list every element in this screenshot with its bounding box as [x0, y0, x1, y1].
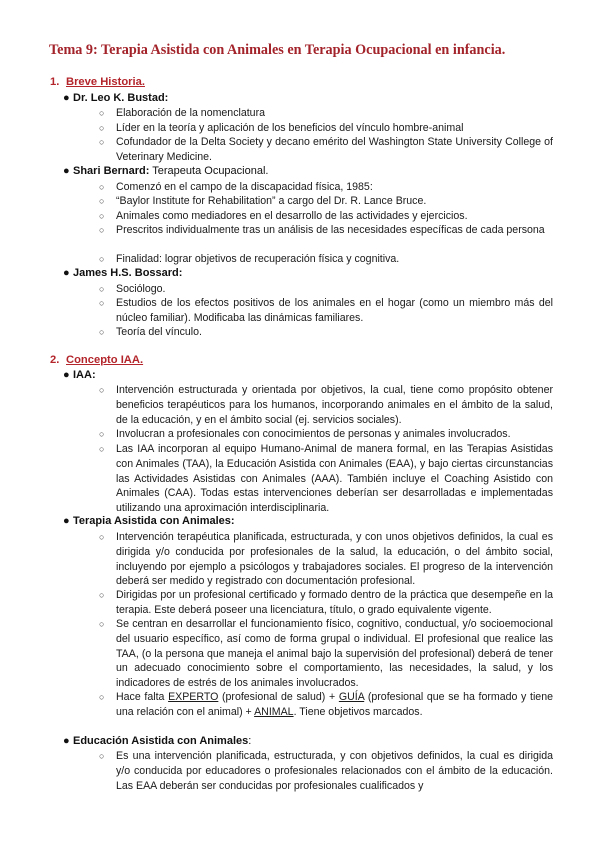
circle-bullet-icon: ○ — [99, 532, 105, 542]
list-item: ○ Involucran a profesionales con conocimientos de personas y animales involucrados. — [99, 428, 511, 440]
bullet-icon: ● — [63, 515, 70, 527]
bullet-icon: ● — [63, 369, 70, 381]
topic-eaa — [63, 735, 252, 747]
list-item: ○ Animales como mediadores en el desarrollo de las actividades y ejercicios. — [99, 210, 468, 222]
circle-bullet-icon: ○ — [99, 196, 105, 206]
section-title: Breve Historia. — [66, 76, 145, 88]
circle-bullet-icon: ○ — [99, 298, 105, 308]
bullet-icon: ● — [63, 165, 70, 177]
list-item: ○ Teoría del vínculo. — [99, 326, 202, 338]
guide-term: GUÍA — [338, 691, 365, 703]
list-item: ○ Prescritos individualmente tras un análisis de las necesidades específicas de cada persona — [99, 224, 545, 236]
circle-bullet-icon: ○ — [99, 123, 105, 133]
circle-bullet-icon: ○ — [99, 254, 105, 264]
circle-bullet-icon: ○ — [99, 327, 105, 337]
circle-bullet-icon: ○ — [99, 619, 105, 629]
topic-name-suffix: : — [248, 735, 252, 747]
circle-bullet-icon: ○ — [99, 751, 105, 761]
person-name: Dr. Leo K. Bustad: — [73, 92, 169, 104]
person-bernard — [63, 165, 269, 177]
person-bustad — [63, 92, 169, 104]
circle-bullet-icon: ○ — [99, 182, 105, 192]
list-item: ○ Hace falta EXPERTO (profesional de salud) + GUÍA (profesional que se ha formado y tiene una relación con el animal) + ANIMAL. Tiene objetivos marcados. — [99, 691, 553, 718]
list-item: ○ “Baylor Institute for Rehabilitation” a cargo del Dr. R. Lance Bruce. — [99, 195, 427, 207]
section-heading-historia — [50, 76, 145, 88]
expert-term: EXPERTO — [168, 691, 219, 703]
bullet-icon: ● — [63, 735, 70, 747]
person-name: Shari Bernard: — [73, 165, 150, 177]
list-item: ○ Elaboración de la nomenclatura — [99, 107, 265, 119]
section-number: 2. — [50, 354, 60, 366]
bullet-icon: ● — [63, 267, 70, 279]
person-name: James H.S. Bossard: — [73, 267, 183, 279]
topic-name: Educación Asistida con Animales — [73, 735, 249, 747]
section-heading-concepto — [50, 354, 143, 366]
animal-term: ANIMAL — [254, 705, 294, 718]
circle-bullet-icon: ○ — [99, 692, 105, 702]
list-item: ○ Se centran en desarrollar el funcionamiento físico, cognitivo, conductual, y/o socioemocional del usuario específico, así como de forma grupal o individual. El profesional que realice las TAA, (o la persona que maneja el animal bajo la supervisión del profesional) deberá de tener un adecuado conocimiento sobre el comportamiento, las necesidades, la salud, y los indicadores de estrés de los animales involucrados. — [99, 618, 553, 690]
person-bossard — [63, 267, 183, 279]
list-item: ○ Dirigidas por un profesional certificado y formado dentro de la práctica que desempeñe en la terapia. Este deberá poseer una licenciatura, título, o grado equivalente vigente. — [99, 589, 553, 616]
list-item: ○ Finalidad: lograr objetivos de recuperación física y cognitiva. — [99, 253, 400, 265]
circle-bullet-icon: ○ — [99, 429, 105, 439]
circle-bullet-icon: ○ — [99, 211, 105, 221]
circle-bullet-icon: ○ — [99, 225, 105, 235]
list-item: ○ Líder en la teoría y aplicación de los beneficios del vínculo hombre-animal — [99, 122, 464, 134]
section-number: 1. — [50, 76, 60, 88]
topic-iaa — [63, 369, 96, 381]
list-item: ○ Estudios de los efectos positivos de los animales en el hogar (como un miembro más del núcleo familiar). Modificaba las dinámicas familiares. — [99, 297, 553, 324]
list-item: ○ Las IAA incorporan al equipo Humano-Animal de manera formal, en las Terapias Asistidas con Animales (TAA), la Educación Asistida con Animales (EAA), y bajo ciertas circunstancias las Actividades Asistidas con Animales (AAA). También incluye el Coaching Asistido con Animales (CAA). Todas estas intervenciones deberían ser desarrolladas e implementadas utilizando una aproximación interdisciplinaria. — [99, 443, 553, 515]
person-role: Terapeuta Ocupacional. — [149, 165, 269, 177]
topic-taa — [63, 515, 235, 527]
topic-name: IAA: — [73, 369, 96, 381]
circle-bullet-icon: ○ — [99, 444, 105, 454]
list-item: ○ Intervención estructurada y orientada por objetivos, la cual, tiene como propósito obtener beneficios terapéuticos para los humanos, incorporando animales en el ámbito de la salud, de la educación, y en el ámbito social (ej. servicios sociales). — [99, 384, 553, 426]
list-item: ○ Intervención terapéutica planificada, estructurada, y con unos objetivos definidos, la cual es dirigida y/o conducida por profesionales de la salud, la educación, o del ámbito social, incluyendo por ejemplo a psicólogos y trabajadores sociales. El progreso de la intervención deberá ser medido y registrado con documentación profesional. — [99, 531, 553, 588]
list-item: ○ Sociólogo. — [99, 283, 166, 295]
section-title: Concepto IAA. — [66, 354, 144, 366]
document-title: Tema 9: Terapia Asistida con Animales en Terapia Ocupacional en infancia. — [49, 42, 506, 58]
list-item: ○ Es una intervención planificada, estructurada, y con objetivos definidos, la cual es dirigida y/o conducida por educadores o profesionales relacionados con el ámbito de la educación. Las EAA deberán ser conducidas por profesionales cualificados y — [99, 750, 553, 792]
circle-bullet-icon: ○ — [99, 137, 105, 147]
circle-bullet-icon: ○ — [99, 385, 105, 395]
list-item: ○ Comenzó en el campo de la discapacidad física, 1985: — [99, 181, 373, 193]
topic-name: Terapia Asistida con Animales: — [73, 515, 235, 527]
circle-bullet-icon: ○ — [99, 590, 105, 600]
circle-bullet-icon: ○ — [99, 108, 105, 118]
list-item: ○ Cofundador de la Delta Society y decano emérito del Washington State University College of Veterinary Medicine. — [99, 136, 553, 163]
bullet-icon: ● — [63, 92, 70, 104]
circle-bullet-icon: ○ — [99, 284, 105, 294]
